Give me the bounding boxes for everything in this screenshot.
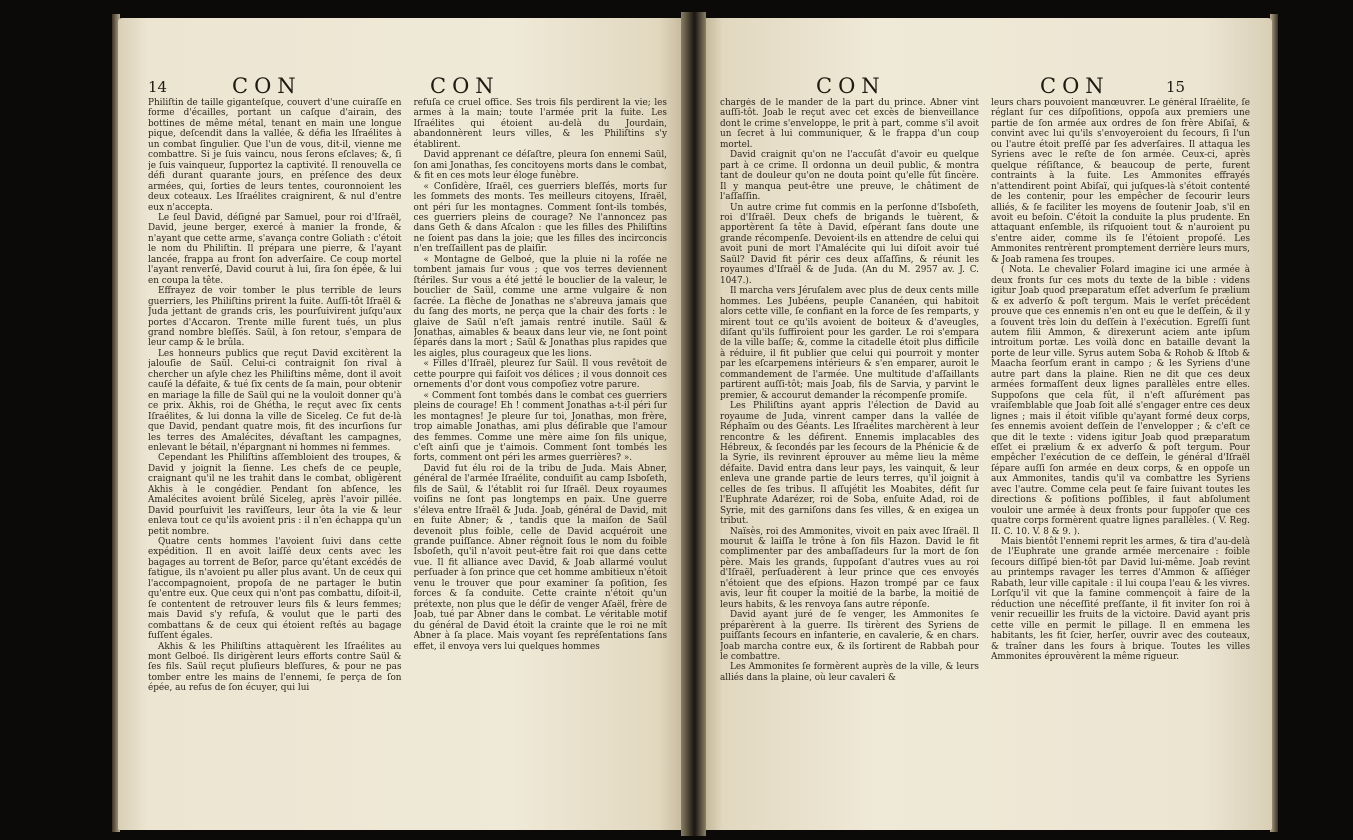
paragraph: Akhis & les Philiſtins attaquèrent les Iſraélites au mont Gelboé. Ils dirigèrent leurs efforts contre Saül & ſes fils. Saül reçut pluſieurs bleſſures, & pour ne pas tomber entre les mains de l'ennemi, ſe perça de ſon épée, au refus de ſon écuyer, qui lui bbox=[148, 641, 402, 694]
running-head-right bbox=[430, 74, 500, 98]
paragraph: refuſa ce cruel office. Ses trois fils perdirent la vie; les armes à la main; toute l'armée prit la fuite. Les Iſraélites qui étoient au-delà du Jourdain, abandonnèrent leurs villes, & les Philiſtins s'y établirent. bbox=[413, 98, 667, 150]
paragraph: Quatre cents hommes l'avoient ſuivi dans cette expédition. Il en avoit laiſſé deux cents avec les bagages au torrent de Beſor, parce qu'étant excédés de fatigue, ils n'avoient pu aller plus avant. Un de ceux qui l'accompagnoient, propoſa de ne partager le butin qu'entre eux. Que ceux qui n'ont pas combattu, diſoit-il, ſe contentent de retrouver leurs fils & leurs femmes; mais David s'y refuſa, & voulut que le parti des combattans & de ceux qui étoient reſtés au bagage fuſſent égales. bbox=[148, 537, 402, 642]
paragraph: Mais bientôt l'ennemi reprit les armes, & tira d'au-delà de l'Euphrate une grande armée mercenaire : foible ſecours diſſipé bien-tôt par David lui-même. Joab revint au printemps ravager les terres d'Ammon & aſſiéger Rabath, leur ville capitale : il lui coupa l'eau & les vivres. Lorſqu'il vit que la famine commençoit à faire de la réduction une néceſſité preſſante, il fit inviter ſon roi à venir recueillir les fruits de la victoire. David ayant pris cette ville en permit le pillage. Il en emmena les habitants, les fit ſcier, herſer, ouvrir avec des couteaux, & traîner dans les fours à brique. Toutes les villes Ammonites éprouvèrent la même rigueur. bbox=[991, 537, 1250, 663]
book-gutter bbox=[681, 12, 706, 836]
headword: CON bbox=[430, 74, 500, 98]
paragraph: David craignit qu'on ne l'accuſât d'avoir eu quelque part à ce crime. Il ordonna un deuil public, & montra tant de douleur qu'on ne douta point qu'elle fût ſincère. Il y manqua peut-être une preuve, le châtiment de l'aſſaſſin. bbox=[720, 150, 979, 203]
paragraph: Cependant les Philiſtins aſſembloient des troupes, & David y joignit la ſienne. Les chefs de ce peuple, craignant qu'il ne les trahit dans le combat, obligèrent Akhis à le congédier. Pendant ſon abſence, les Amalécites avoient brûlé Siceleg, après l'avoir pillée. David pourſuivit les raviſſeurs, leur ôta la vie & leur enleva tout ce qu'ils avoient pris : il n'en échappa qu'un petit nombre. bbox=[148, 453, 402, 537]
paragraph: Effrayez de voir tomber le plus terrible de leurs guerriers, les Philiſtins prirent la fuite. Auſſi-tôt Iſraël & Juda jettant de grands cris, les pourſuivirent juſqu'aux portes d'Accaron. Trente mille furent tués, un plus grand nombre bleſſés. Saül, à ſon retour, s'empara de leur camp & le brûla. bbox=[148, 286, 402, 349]
paragraph: « Conſidère, Iſraël, ces guerriers bleſſés, morts ſur les ſommets des monts. Tes meilleurs citoyens, Iſraël, ont péri ſur les montagnes. Comment ſont-ils tombés, ces guerriers pleins de courage? Ne l'annoncez pas dans Geth & dans Aſcalon : que les filles des Philiſtins ne ſoient pas dans la joie; que les filles des incirconcis n'en treſſaillent pas de plaiſir. bbox=[413, 181, 667, 255]
headword: CON bbox=[1040, 74, 1110, 98]
paragraph: David fut élu roi de la tribu de Juda. Mais Abner, général de l'armée Iſraélite, conduiſit au camp Isboſeth, fils de Saül, & l'établit roi ſur Iſraël. Deux royaumes voiſins ne ſont pas longtemps en paix. Une guerre s'éleva entre Iſraël & Juda. Joab, général de David, mit en fuite Abner; & , tandis que la maiſon de Saül devenoit plus foible, celle de David acquéroit une grande puiſſance. Abner régnoit ſous le nom du foible Isboſeth, qu'il n'avoit peut-être fait roi que dans cette vue. Il fit alliance avec David, & Joab allarmé voulut perſuader à ſon prince que cet homme ambitieux n'étoit venu le trouver que pour examiner ſa poſition, ſes forces & ſa conduite. Cette crainte n'étoit qu'un prétexte, non plus que le déſir de venger Aſaël, frère de Joab, tué par Abner dans le combat. Le véritable motif du général de David étoit la crainte que le roi ne mît Abner à ſa place. Mais voyant ſes repréſentations ſans effet, il envoya vers lui quelques hommes bbox=[413, 463, 667, 652]
left-page bbox=[118, 18, 681, 830]
text-column-1 bbox=[720, 98, 979, 820]
text-column-2 bbox=[414, 98, 668, 820]
headword: CON bbox=[816, 74, 886, 98]
running-head-left bbox=[816, 74, 886, 98]
paragraph: « Filles d'Iſraël, pleurez ſur Saül. Il vous revêtoit de cette pourpre qui faiſoit vos délices ; il vous donnoit ces ornements d'or dont vous compoſiez votre parure. bbox=[413, 359, 667, 391]
paragraph: ( Nota. Le chevalier Folard imagine ici une armée à deux fronts ſur ces mots du texte de la bible : videns igitur Joab quod præparatum eſſet adverſum ſe prælium & ex adverſo & poſt tergum. Mais le verſet précédent prouve que ces ennemis n'en ont eu que le deſſein, & il y a ſouvent très loin du deſſein à l'exécution. Egreſſi ſunt autem filii Ammon, & direxerunt aciem ante ipſum introitum portæ. Les voilà donc en bataille devant la porte de leur ville. Syrus autem Soba & Rohob & Iſtob & Maacha ſeorſum erant in campo ; & les Syriens d'une autre part dans la plaine. Rien ne dit que ces deux armées formaſſent deux lignes parallèles entre elles. Suppoſons que cela fût, il n'eſt aſſurément pas vraiſemblable que Joab ſoit allé s'engager entre ces deux lignes ; mais il étoit viſible qu'ayant formé deux corps, ſes ennemis avoient deſſein de l'envelopper ; & c'eſt ce que dit le texte : videns igitur Joab quod præparatum eſſet ei prælium & ex adverſo & poſt tergum. Pour empêcher l'exécution de ce deſſein, le général d'Iſraël ſépare auſſi ſon armée en deux corps, & en oppoſe un aux Ammonites, tandis qu'il va combattre les Syriens avec l'autre. Comme cela peut ſe faire ſuivant toutes les directions & poſitions poſſibles, il faut abſolument vouloir une armée à deux fronts pour ſuppoſer que ces quatre corps formèrent quatre lignes parallèles. ( V. Reg. II. C. 10. V. 8 & 9. ). bbox=[991, 265, 1250, 537]
paragraph: Un autre crime fut commis en la perſonne d'Isboſeth, roi d'Iſraël. Deux chefs de brigands le tuèrent, & apportèrent ſa tête à David, eſpérant ſans doute une grande récompenſe. Devoient-ils en attendre de celui qui avoit puni de mort l'Amalécite qui lui diſoit avoir tué Saül? David fit périr ces deux aſſaſſins, & réunit les royaumes d'Iſraël & de Juda. (An du M. 2957 av. J. C. 1047.). bbox=[720, 202, 979, 286]
page-number: 15 bbox=[1166, 78, 1186, 96]
paragraph: David ayant juré de ſe venger, les Ammonites ſe préparèrent à la guerre. Ils tirèrent des Syriens de puiſſants ſecours en infanterie, en cavalerie, & en chars. Joab marcha contre eux, & ils ſortirent de Rabbah pour le combattre. bbox=[720, 610, 979, 663]
paragraph: Les Ammonites ſe formèrent auprès de la ville, & leurs alliés dans la plaine, où leur cavaleri & bbox=[720, 662, 979, 683]
headword: CON bbox=[232, 74, 302, 98]
paragraph: Les honneurs publics que reçut David excitèrent la jalouſie de Saül. Celui-ci contraignit ſon rival à chercher un aſyle chez les Philiſtins même, dont il avoit cauſé la défaite, & tué ſix cents de ſa main, pour obtenir en mariage la fille de Saül qui ne la vouloit donner qu'à ce prix. Akhis, roi de Ghétha, le reçut avec ſix cents Iſraélites, & lui donna la ville de Siceleg. Ce fut de-là que David, pendant quatre mois, fit des incurſions ſur les terres des Amalécites, dévaſtant les campagnes, enlevant le bétail, n'épargnant ni hommes ni femmes. bbox=[148, 348, 402, 453]
paragraph: Philiſtin de taille giganteſque, couvert d'une cuiraſſe en forme d'écailles, portant un caſque d'airain, des bottines de même métal, tenant en main une longue pique, deſcendit dans la vallée, & défia les Iſraélites à un combat ſingulier. Que l'un de vous, dit-il, vienne me combattre. Si je ſuis vaincu, nous ſerons eſclaves; &, ſi je ſuis vainqueur, ſupportez la captivité. Il renouvella ce défi durant quarante jours, en préſence des deux armées, qui, ſorties de leurs tentes, couronnoient les deux coteaux. Les Iſraélites craignirent, & nul d'entre eux n'accepta. bbox=[148, 98, 402, 213]
paragraph: Le ſeul David, déſigné par Samuel, pour roi d'Iſraël, David, jeune berger, exercé à manier la fronde, & n'ayant que cette arme, s'avança contre Goliath : c'étoit le nom du Philiſtin. Il prépara une pierre, & l'ayant lancée, frappa au front ſon adverſaire. Ce coup mortel l'ayant renverſé, David courut à lui, ſira ſon épée, & lui en coupa la tête. bbox=[148, 212, 402, 286]
paragraph: David apprenant ce déſaſtre, pleura ſon ennemi Saül, ſon ami Jonathas, ſes concitoyens morts dans le combat, & fit en ces mots leur éloge funèbre. bbox=[413, 150, 667, 182]
page-number: 14 bbox=[148, 78, 168, 96]
paragraph: « Comment ſont tombés dans le combat ces guerriers pleins de courage! Eh ! comment Jonathas a-t-il péri ſur les montagnes! Je pleure ſur toi, Jonathas, mon frère, trop aimable Jonathas, ami plus déſirable que l'amour des femmes. Comme une mère aime ſon fils unique, c'eſt ainſi que je t'aimois. Comment ſont tombés les forts, comment ont péri les armes guerrières? ». bbox=[413, 390, 667, 464]
paragraph: Naïsès, roi des Ammonites, vivoit en paix avec Iſraël. Il mourut & laiſſa le trône à ſon fils Hazon. David le fit complimenter par des ambaſſadeurs ſur la mort de ſon père. Mais les grands, ſuppoſant d'autres vues au roi d'Iſraël, perſuadèrent à leur prince que ces envoyés n'étoient que des eſpions. Hazon trompé par ce faux avis, leur fit couper la moitié de la barbe, la moitié de leurs habits, & les renvoya ſans autre réponſe. bbox=[720, 526, 979, 610]
paragraph: Les Philiſtins ayant appris l'élection de David au royaume de Juda, vinrent camper dans la vallée de Réphaïm ou des Géants. Les Iſraélites marchèrent à leur rencontre & les défirent. Ennemis implacables des Hébreux, & ſecondés par les ſecours de la Phénicie & de la Syrie, ils revinrent éprouver au même lieu la même défaite. David entra dans leur pays, les vainquit, & leur enleva une grande partie de leurs terres, qu'il joignit à celles de ſes tribus. Il aſſujétit les Moabites, défit ſur l'Euphrate Adarézer, roi de Soba, enſuite Adad, roi de Syrie, mit des garniſons dans ſes villes, & en exigea un tribut. bbox=[720, 401, 979, 527]
paragraph: chargés de le mander de la part du prince. Abner vint auſſi-tôt. Joab le reçut avec cet excès de bienveillance dont le crime s'enveloppe, le prit à part, comme s'il avoit un ſecret à lui communiquer, & le frappa d'un coup mortel. bbox=[720, 98, 979, 150]
text-columns bbox=[720, 98, 1250, 820]
text-column-1 bbox=[148, 98, 402, 820]
paragraph: « Montagne de Gelboé, que la pluie ni la roſée ne tombent jamais ſur vous ; que vos terres deviennent ſtériles. Sur vous a été jetté le bouclier de la valeur, le bouclier de Saül, comme une arme vulgaire & non ſacrée. La flèche de Jonathas ne s'abreuva jamais que du ſang des morts, ne perça que la chair des forts : le glaive de Saül n'eſt jamais rentré inutile. Saül & Jonathas, aimables & beaux dans leur vie, ne ſont point ſéparés dans la mort ; Saül & Jonathas plus rapides que les aigles, plus courageux que les lions. bbox=[413, 254, 667, 359]
text-column-2 bbox=[991, 98, 1250, 820]
right-page bbox=[706, 18, 1272, 830]
paragraph: leurs chars pouvoient manœuvrer. Le général Iſraélite, ſe réglant ſur ces diſpoſitions, oppoſa aux premiers une partie de ſon armée aux ordres de ſon frère Abiſaï, & convint avec lui qu'ils s'envoyeroient du ſecours, ſi l'un ou l'autre étoit preſſé par ſes adverſaires. Il attaqua les Syriens avec le reſte de ſon armée. Ceux-ci, après quelque réſiſtance, & beaucoup de perte, furent contraints à la fuite. Les Ammonites effrayés n'attendirent point Abiſaï, qui juſques-là s'étoit contenté de les contenir, pour les empêcher de ſecourir leurs alliés, & ſe faciliter les moyens de ſoutenir Joab, s'il en avoit eu beſoin. C'étoit la conduite la plus prudente. En attaquant enſemble, ils riſquoient tout & n'auroient pu s'entre aider, comme ils ſe l'étoient propoſé. Les Ammonites rentrèrent promptement derrière leurs murs, & Joab ramena ſes troupes. bbox=[991, 98, 1250, 265]
paragraph: Il marcha vers Jéruſalem avec plus de deux cents mille hommes. Les Jubéens, peuple Cananéen, qui habitoit alors cette ville, ſe confiant en la force de ſes remparts, y mirent tout ce qu'ils avoient de boiteux & d'aveugles, diſant qu'ils ſuffiroient pour les garder. Le roi s'empara de la ville baſſe; &, comme la citadelle étoit plus difficile à réduire, il fit publier que celui qui pourroit y monter par les eſcarpemens intérieurs & s'en emparer, auroit le commandement de l'armée. Une multitude d'aſſaillants partirent auſſi-tôt; mais Joab, fils de Sarvia, y parvint le premier, & accourut demander la récompenſe promiſe. bbox=[720, 286, 979, 401]
text-columns bbox=[148, 98, 667, 820]
